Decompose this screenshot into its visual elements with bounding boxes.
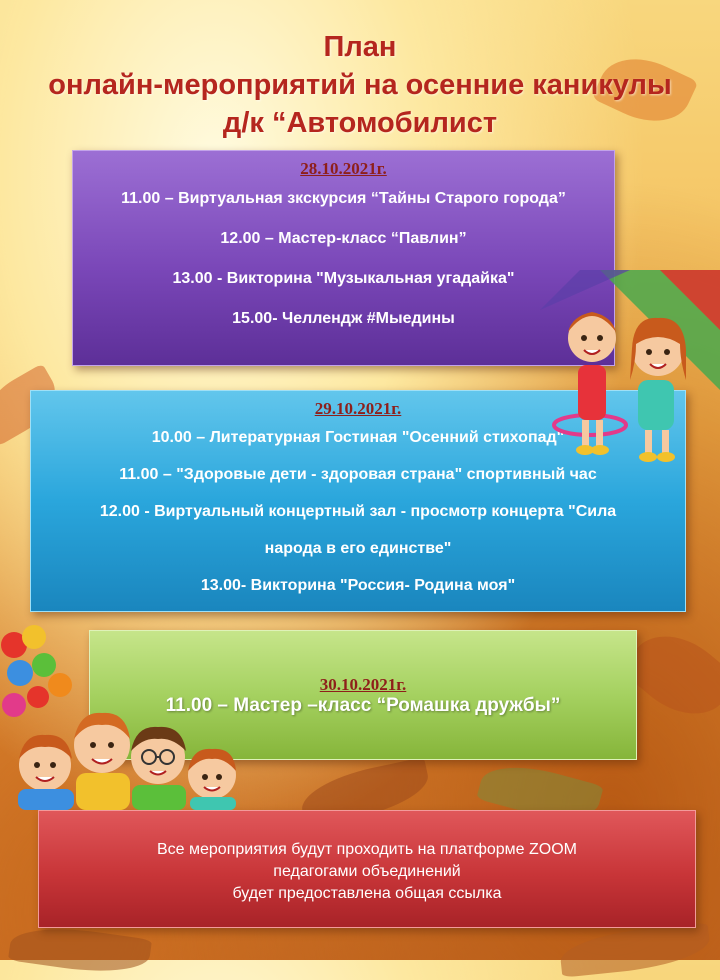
day2-event: 12.00 - Виртуальный концертный зал - просмотр концерта "Сила <box>99 503 617 520</box>
zoom-info-box <box>38 810 696 928</box>
day1-event: 13.00 - Викторина "Музыкальная угадайка" <box>172 270 515 287</box>
zoom-info-line: Все мероприятия будут проходить на платформе ZOOM <box>156 841 578 858</box>
day1-event: 11.00 – Виртуальная зкскурсия “Тайны Старого города” <box>121 190 566 207</box>
day3-date: 30.10.2021г. <box>319 675 407 694</box>
day1-event: 12.00 – Мастер-класс “Павлин” <box>220 230 467 247</box>
two-kids-illustration <box>540 270 720 470</box>
title-line-3: д/к “Автомобилист <box>222 107 498 139</box>
day1-schedule-box <box>72 150 615 366</box>
day2-event: 11.00 – "Здоровые дети - здоровая страна" спортивный час <box>119 466 597 483</box>
zoom-info-line: будет предоставлена общая ссылка <box>232 885 502 902</box>
day2-date: 29.10.2021г. <box>314 399 402 418</box>
title-line-2: онлайн-мероприятий на осенние каникулы <box>48 69 672 101</box>
day3-event: 11.00 – Мастер –класс “Ромашка дружбы” <box>165 695 561 716</box>
day1-date: 28.10.2021г. <box>300 159 387 178</box>
day2-event: народа в его единстве" <box>264 540 452 557</box>
day1-event: 15.00- Челлендж #Мыедины <box>232 310 455 327</box>
day2-event: 10.00 – Литературная Гостиная "Осенний стихопад" <box>151 429 565 446</box>
autumn-leaf-decoration <box>8 920 152 979</box>
autumn-leaf-decoration <box>558 922 711 977</box>
zoom-info-line: педагогами объединений <box>273 863 461 880</box>
day2-event: 13.00- Викторина "Россия- Родина моя" <box>200 577 516 594</box>
kids-with-balloons-illustration <box>0 625 270 810</box>
page-title <box>0 28 720 142</box>
title-line-1: План <box>323 31 397 63</box>
